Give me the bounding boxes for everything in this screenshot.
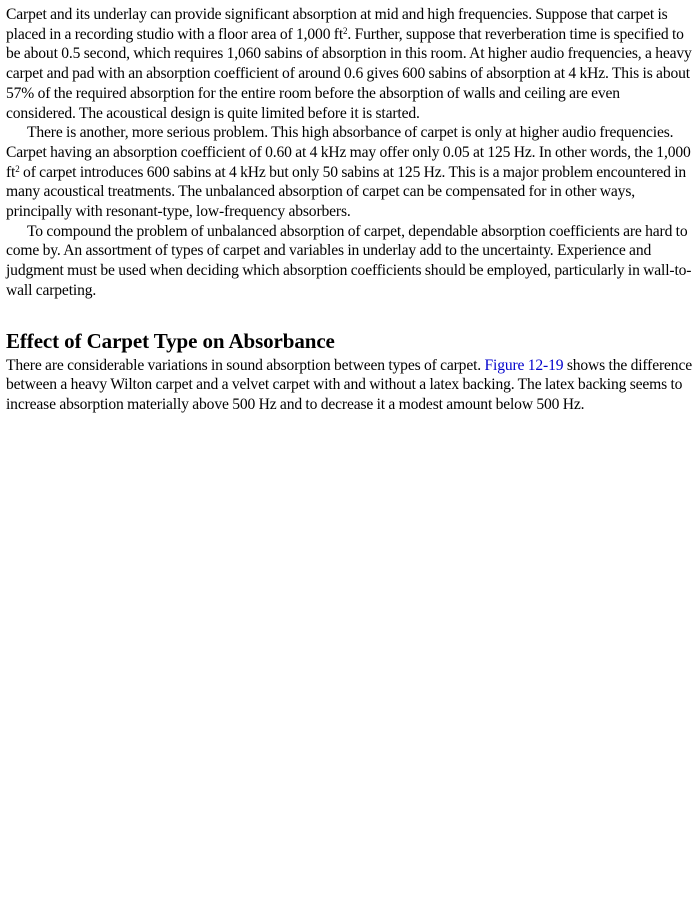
- section-heading-wrap: [6, 328, 692, 354]
- section-heading: Effect of Carpet Type on Absorbance: [6, 328, 335, 353]
- paragraph-text: shows the difference between a heavy Wilton carpet and a velvet carpet with and without a latex backing. The latex backing seems to increase absorption materially above 500 Hz and to decrease it a modest amount below 500 Hz.: [6, 356, 692, 413]
- paragraph-text: of carpet introduces 600 sabins at 4 kHz but only 50 sabins at 125 Hz. This is a major problem encountered in many acoustical treatments. The unbalanced absorption of carpet can be compensated for in other ways, principally with resonant-type, low-frequency absorbers.: [6, 163, 687, 221]
- paragraph-carpet-types: [6, 356, 692, 415]
- paragraph-serious-problem: [6, 123, 692, 222]
- paragraph-compound-problem: [6, 222, 692, 301]
- paragraph-text: There are considerable variations in sound absorption between types of carpet.: [6, 356, 485, 374]
- paragraph-carpet-underlay: [6, 5, 692, 123]
- superscript: 2: [343, 25, 348, 36]
- figure-12-19-link[interactable]: Figure 12-19: [484, 356, 564, 374]
- paragraph-text: Carpet and its underlay can provide significant absorption at mid and high frequencies. Suppose that carpet is placed in a recording studio with a floor area of 1,000 ft: [6, 6, 668, 43]
- paragraph-text: To compound the problem of unbalanced absorption of carpet, dependable absorption coefficients are hard to come by. An assortment of types of carpet and variables in underlay add to the uncertainty. Experience and judgment must be used when deciding which absorption coefficients should be employed, particularly in wall-to-wall carpeting.: [6, 222, 692, 299]
- document-page: [6, 5, 692, 415]
- paragraph-text: There is another, more serious problem. This high absorbance of carpet is only at higher audio frequencies. Carpet having an absorption coefficient of 0.60 at 4 kHz may offer only 0.05 at 125 Hz. In other words, the 1,000 ft: [6, 124, 691, 181]
- paragraph-text: . Further, suppose that reverberation time is specified to be about 0.5 second, which requires 1,060 sabins of absorption in this room. At higher audio frequencies, a heavy carpet and pad with an absorption coefficient of around 0.6 gives 600 sabins of absorption at 4 kHz. This is about 57% of the required absorption for the entire room before the absorption of walls and ceiling are even considered. The acoustical design is quite limited before it is started.: [6, 25, 692, 122]
- superscript: 2: [15, 163, 20, 174]
